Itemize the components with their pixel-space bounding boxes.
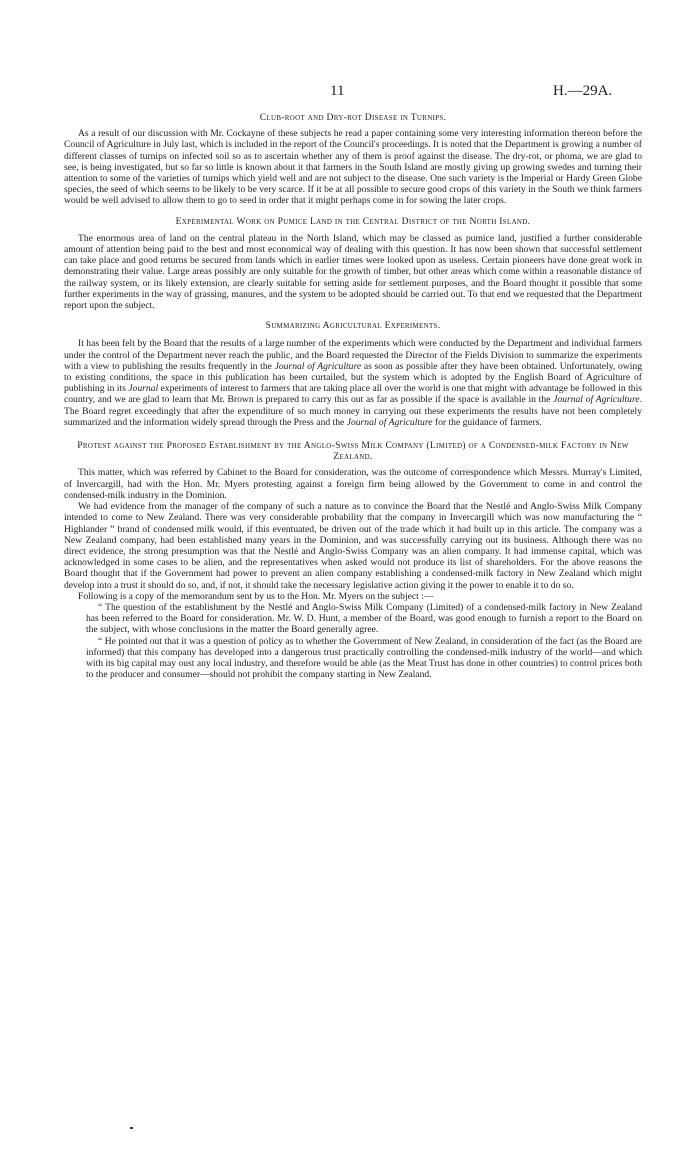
paragraph: This matter, which was referred by Cabinet to the Board for consideration, was the outcome of correspondence which Messrs. Murray's Limited, of Invercargill, had with the Hon. Mr. Myers protesting against a foreign firm being allowed by the Government to come in and control the condensed-milk industry in the Dominion. [64, 467, 642, 501]
paragraph: Following is a copy of the memorandum sent by us to the Hon. Mr. Myers on the subject :— [78, 590, 434, 602]
journal-title: Journal of Agriculture [346, 416, 433, 428]
section-heading-pumice-land: Experimental Work on Pumice Land in the Central District of the North Island. [175, 215, 531, 227]
journal-title: Journal of Agriculture [553, 394, 640, 406]
section-heading-summarizing-experiments: Summarizing Agricultural Experiments. [265, 320, 441, 332]
section-heading-protest-anglo-swiss: Protest against the Proposed Establishment by the Anglo-Swiss Milk Company (Limited) of a Condensed-milk Factory in New Zealand. [77, 440, 629, 463]
paragraph: It has been felt by the Board that the results of a large number of the experiments which were conducted by the Department and individual farmers under the control of the Department never reach the public, and the Board requested the Director of the Fields Division to summarize the experiments with a view to publishing the results frequently in the Journal of Agriculture as soon as possible after they have been obtained. Unfortunately, owing to existing conditions, the space in this publication has been curtailed, but the system which is adopted by the English Board of Agriculture of publishing in its Journal experiments of interest to farmers that are taking place all over the world is one that might with advantage be followed in this country, and we are glad to learn that Mr. Brown is prepared to carry this out as far as possible if the space is available in the Journal of Agriculture. The Board regret exceedingly that after the expenditure of so much money in carrying out these experiments the results have not been completely summarized and the information widely spread through the Press and the Journal of Agriculture for the guidance of farmers. [64, 338, 642, 428]
memorandum-quote [86, 602, 642, 680]
document-body [64, 112, 642, 680]
paragraph: As a result of our discussion with Mr. Cockayne of these subjects he read a paper containing some very interesting information thereon before the Council of Agriculture in July last, which is included in the report of the Council's proceedings. It is noted that the Department is growing a number of different classes of turnips on infected soil so as to ascertain whether any of them is proof against the disease. The dry-rot, or phoma, we are glad to see, is being investigated, but so far so little is known about it that farmers in the South Island are mostly giving up growing swedes and turning their attention to some of the varieties of turnips which yield well and are not subject to the disease. One such variety is the Imperial or Hardy Green Globe species, the seed of which seems to be likely to be very scarce. If it be at all possible to secure good crops of this variety in the South we think farmers would be well advised to allow them to go to seed in order that it might perhaps come in for sowing the later crops. [64, 128, 642, 207]
quote-paragraph: “ He pointed out that it was a question of policy as to whether the Government of New Zealand, in consideration of the fact (as the Board are informed) that this company has developed into a dangerous trust practically controlling the condensed-milk industry of the world—and which with its big capital may oust any local industry, and therefore would be able (as the Meat Trust has done in other countries) to control prices both to the producer and consumer—should not prohibit the company starting in New Zealand. [86, 635, 642, 681]
paragraph: We had evidence from the manager of the company of such a nature as to convince the Board that the Nestlé and Anglo-Swiss Milk Company intended to come to New Zealand. There was very considerable probability that the company in Invercargill which was now manufacturing the “ Highlander ” brand of condensed milk would, if this eventuated, be driven out of the trade which it had built up in this article. The company was a New Zealand company, had been established many years in the Dominion, and was successfully carrying out its business. Although there was no direct evidence, the strong presumption was that the Nestlé and Anglo-Swiss Company was an alien company. It had immense capital, which was acknowledged in some cases to be alien, and the representatives when asked would not produce its list of shareholders. For the above reasons the Board thought that if the Government had power to prevent an alien company establishing a condensed-milk factory in New Zealand which might develop into a trust it should do so, and, if not, it should take the necessary legislative action giving it the power to enable it to do so. [64, 501, 642, 591]
paragraph: The enormous area of land on the central plateau in the North Island, which may be classed as pumice land, justified a further considerable amount of attention being paid to the best and most economical way of dealing with this question. It has now been shown that successful settlement can take place and good returns be secured from lands which in earlier times were looked upon as useless. Certain pioneers have done great work in demonstrating their value. Large areas possibly are only suitable for the growth of timber, but other areas which come within a reasonable distance of the railway system, or its likely extension, are clearly suitable for setting aside for settlement purposes, and the Board thought it possible that some further experiments in the way of grassing, manures, and the system to be adopted should be carried out. To that end we requested that the Department report upon the subject. [64, 232, 642, 312]
journal-title: Journal [128, 383, 159, 395]
document-reference: H.—29A. [553, 83, 613, 99]
page-number: 11 [330, 83, 345, 99]
section-heading-club-root: Club-root and Dry-rot Disease in Turnips. [259, 112, 447, 123]
page-mark [130, 1127, 133, 1129]
quote-paragraph: “ The question of the establishment by the Nestlé and Anglo-Swiss Milk Company (Limited) of a condensed-milk factory in New Zealand has been referred to the Board for consideration. Mr. W. D. Hunt, a member of the Board, was good enough to furnish a report to the Board on the subject, with whose conclusions in the matter the Board generally agree. [86, 601, 642, 636]
journal-title: Journal of Agriculture [274, 360, 362, 372]
